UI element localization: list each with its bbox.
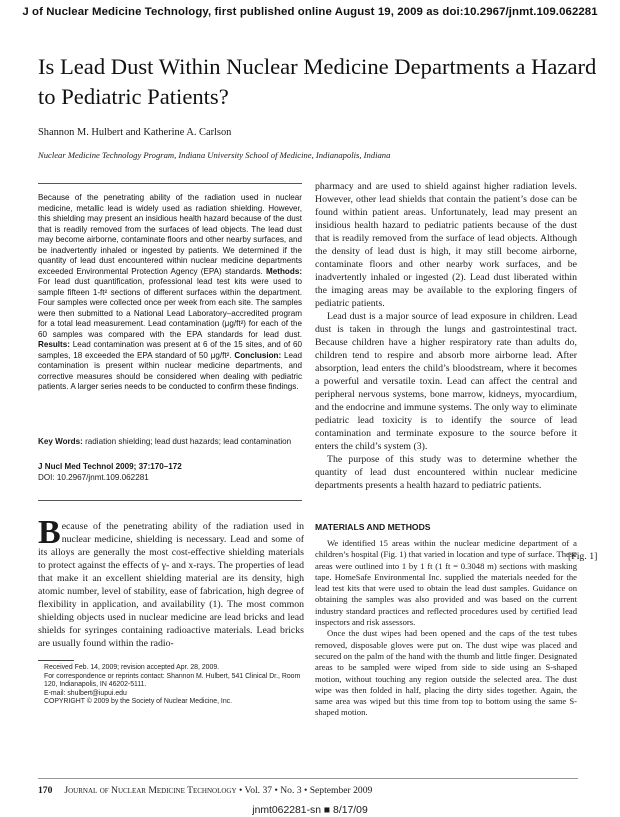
abstract-results: Lead contamination was present at 6 of the 15 sites, and of 60 samples, 18 exceeded the EPA standard of 50 μg/ft². [38,340,302,360]
abstract-top-rule [38,183,302,184]
citation-journal: J Nucl Med Technol 2009; 37:170–172 [38,462,182,471]
author-affiliation: Nuclear Medicine Technology Program, Indiana University School of Medicine, Indianapolis, Indiana [38,150,391,160]
footnote-email[interactable]: E-mail: shulbert@iupui.edu [44,689,127,697]
paragraph: pharmacy and are used to shield against higher radiation levels. However, other lead shields that contain the patient’s dose can be found within patient areas. Unfortunately, lead may present an insidious health hazard to pediatric patients because of the dust that is readily removed from the surface of lead objects. Although the density of lead dust is high, it may still become airborne, contaminate floors and other nearby work surfaces, and be inadvertently inhaled or ingested (2). Lead dust liberated within the imaging areas may be available to the exploring fingers of pediatric patients. [315,181,577,309]
footnote-correspondence: For correspondence or reprints contact: Shannon M. Hulbert, 541 Clinical Dr., Room 120, Indianapolis, IN 46202-5111. [44,672,301,689]
footnote-copyright: COPYRIGHT © 2009 by the Society of Nuclear Medicine, Inc. [44,698,233,706]
keywords-label: Key Words: [38,437,83,446]
footer-rule [38,778,578,779]
abstract-bottom-rule [38,500,302,501]
figure-callout[interactable]: [Fig. 1] [568,551,598,562]
paragraph: The purpose of this study was to determine whether the quantity of lead dust encountered within nuclear medicine departments presents a health hazard to pediatric patients. [315,454,577,491]
abstract-methods: For lead dust quantification, professional lead test kits were used to sample fifteen 1-ft² sections of different surfaces within the department. Four samples were collected once per week from each site. The samples were then submitted to a National Lead Laboratory–accredited program for a total lead measurement. Lead contamination (μg/ft²) for each of the 60 samples was compared with the EPA standards for lead dust. [38,277,302,339]
keywords-text: radiation shielding; lead dust hazards; lead contamination [85,437,292,446]
footnotes [38,664,304,707]
footnote-received: Received Feb. 14, 2009; revision accepted Apr. 28, 2009. [44,664,220,671]
paragraph: Once the dust wipes had been opened and the caps of the test tubes removed, disposable gloves were put on. The dust wipe was placed and secured on the palm of the hand with the thumb and little finger. Designated areas to be sampled were wiped from side to side using an S-shaped motion, without touching any region outside the selected area. The dust wipe was then folded in half, placing the dirty sides together. Again, the same area was wiped but this time from top to bottom using the same S-shaped motion. [315,628,577,718]
keywords [38,437,302,448]
paragraph: We identified 15 areas within the nuclear medicine department of a children’s hospital (Fig. 1) that varied in location and type of surface. These areas were outlined into 1 by 1 ft (1 ft = 0.3048 m) sections with masking tape. HomeSafe Environmental Inc. supplied the materials needed for the lead test kits that were used to obtain the lead dust samples. Guidance on obtaining the samples was also provided and was based on the current industry standard practices and reflected procedures used by certified lead inspectors and risk assessors. [315,538,577,628]
methods-label: Methods: [266,266,303,276]
intro-body: ecause of the penetrating ability of the radiation used in nuclear medicine, shielding is necessary. Lead and some of its alloys are generally the most cost-effective shielding materials to protect against the effects of γ- and x-rays. The properties of lead that make it an excellent shielding material are its density, high atomic number, level of stability, ease of fabrication, high degree of flexibility in application, and availability (1). The most common shielding objects used in nuclear medicine are lead bricks and lead shields for syringes containing radioactive materials. Lead bricks are usually found within the radio- [38,521,304,649]
section-heading-methods: MATERIALS AND METHODS [315,522,431,532]
page-number: 170 [38,785,53,796]
citation-doi[interactable]: DOI: 10.2967/jnmt.109.062281 [38,472,149,482]
article-title: Is Lead Dust Within Nuclear Medicine Departments a Hazard to Pediatric Patients? [38,54,597,109]
abstract [38,193,302,393]
author-list: Shannon M. Hulbert and Katherine A. Carlson [38,127,232,138]
abstract-conclusion: Lead contamination is present within nuclear medicine departments, and corrective measures should be considered when dealing with pediatric patients. A larger series needs to be conducted to confirm these findings. [38,350,302,391]
production-stamp: jnmt062281-sn ■ 8/17/09 [252,805,368,816]
introduction-text [38,514,304,650]
drop-cap: B [38,514,61,551]
methods-text [315,538,577,719]
right-column [315,180,577,492]
issue-info: • Vol. 37 • No. 3 • September 2009 [238,785,373,796]
paragraph: Lead dust is a major source of lead exposure in children. Lead dust is taken in through the lungs and gastrointestinal tract. Because children have a higher respiratory rate than adults do, children tend to respire and absorb more airborne lead. After absorption, lead enters the child’s bloodstream, where it becomes a powerful and versatile toxin. Lead can affect the central and peripheral nervous systems, bone marrow, kidneys, myocardium, and the endocrine and immune systems. The only way to eliminate pediatric lead toxicity is to identify the source of lead contamination and terminate exposure to the source before it enters the child’s system (3). [315,311,577,452]
page-footer [38,785,372,796]
conclusion-label: Conclusion: [234,350,282,360]
results-label: Results: [38,340,70,349]
footnote-rule [38,660,74,661]
online-first-banner: J of Nuclear Medicine Technology, first published online August 19, 2009 as doi:10.2967/jnmt.109.062281 [22,6,598,18]
citation [38,462,302,483]
abstract-intro: Because of the penetrating ability of the radiation used in nuclear medicine, metallic lead is widely used as radiation shielding. However, this shielding may present an insidious health hazard because of the dust that is readily removed from the surfaces of lead objects. The lead dust may become airborne, contaminate floors and other nearby surfaces, and be inadvertently inhaled or ingested by patients. We determined if the quantity of lead dust encountered within nuclear medicine departments exceeded Environmental Protection Agency (EPA) standards. [38,193,302,276]
journal-name: Journal of Nuclear Medicine Technology [64,785,237,796]
